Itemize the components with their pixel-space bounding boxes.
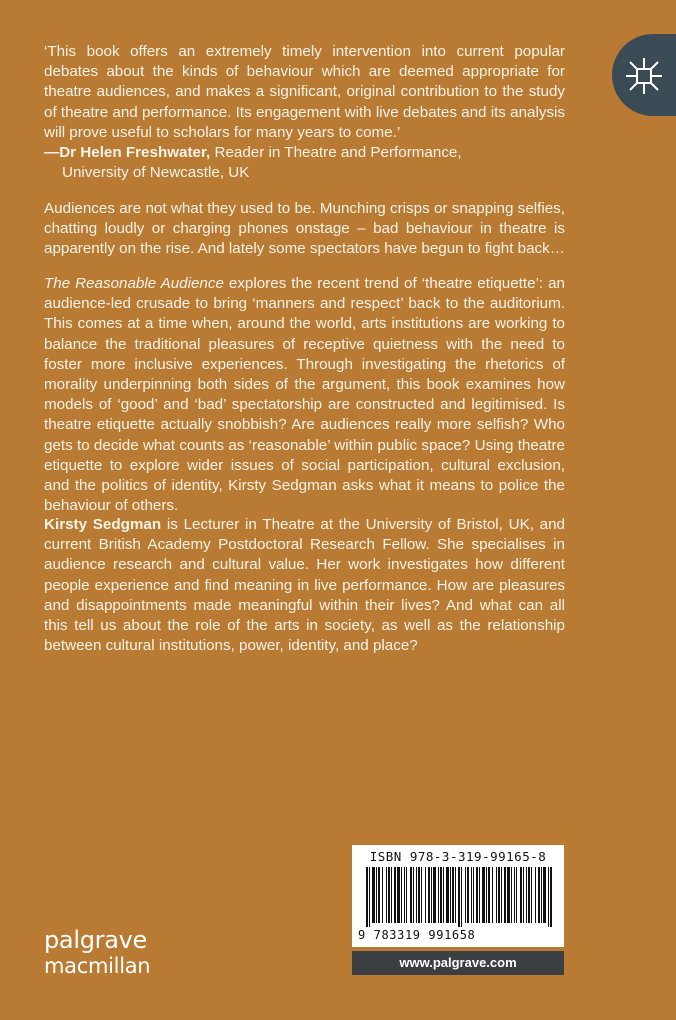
publisher-logo-line2: macmillan [44,954,151,978]
description-text: explores the recent trend of ‘theatre etiquette’: an audience-led crusade to bring ‘manners and respect’ back to the auditorium. This comes at a time when, around the world, arts institutions are working to balance the traditional pleasures of receptive quietness with the need to foster more inclusive experiences. Through investigating the rhetorics of morality underpinning both sides of the argument, this book examines how models of ‘good’ and ‘bad’ spectatorship are constructed and legitimised. Is theatre etiquette actually snobbish? Are audiences really more selfish? Who gets to decide what counts as ‘reasonable’ within public space? Using theatre etiquette to explore wider issues of social participation, cultural exclusion, and the politics of identity, Kirsty Sedgman asks what it means to police the behaviour of others. [44,275,565,515]
series-emblem-badge [612,34,676,116]
description-body [44,274,565,516]
publisher-logo-line1: palgrave [44,926,147,954]
publisher-logo [44,928,150,978]
author-name: Kirsty Sedgman [44,516,162,533]
author-bio-paragraph [44,515,565,656]
barcode-digits: 9 783319 991658 [358,928,476,942]
quote-author-affiliation: University of Newcastle, UK [62,164,250,182]
book-title: The Reasonable Audience [44,275,224,292]
barcode-bars [366,867,552,927]
endorsement-quote [44,42,565,183]
quote-text: ‘This book offers an extremely timely intervention into current popular debates about the kinds of behaviour which are deemed appropriate for theatre audiences, and makes a significant, original contribution to the study of theatre and performance. Its engagement with live debates and its analysis will prove useful to scholars for many years to come.’ [44,43,565,141]
intro-text: Audiences are not what they used to be. Munching crisps or snapping selfies, chatting loudly or charging phones onstage – bad behaviour in theatre is apparently on the rise. And lately some spectators have begun to fight back… [44,200,565,258]
quote-author-name: —Dr Helen Freshwater, [44,144,211,162]
author-bio-body [44,515,565,656]
publisher-url: www.palgrave.com [352,951,564,975]
isbn-barcode [352,845,564,947]
description-paragraph [44,274,565,516]
springer-nature-emblem-icon [624,56,664,96]
quote-author-role: Reader in Theatre and Performance, [210,144,462,162]
isbn-label: ISBN 978-3-319-99165-8 [369,849,547,864]
quote-attribution [44,143,565,163]
author-bio-text: is Lecturer in Theatre at the University of Bristol, UK, and current British Academy Postdoctoral Research Fellow. She specialises in audience research and cultural value. Her work investigates how different people experience and find meaning in live performance. How are pleasures and disappointments made meaningful within their lives? And what can all this tell us about the role of the arts in society, as well as the relationship between cultural institutions, power, identity, and place? [44,516,565,655]
intro-paragraph [44,199,565,260]
